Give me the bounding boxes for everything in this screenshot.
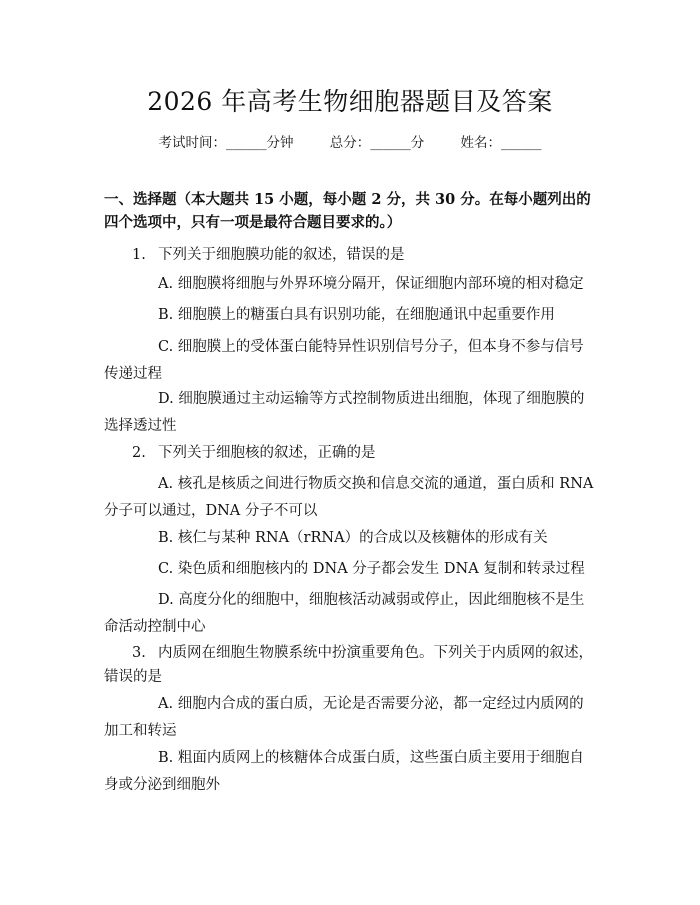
question-2-option-c: C. 染色质和细胞核内的 DNA 分子都会发生 DNA 复制和转录过程 — [158, 561, 585, 577]
question-2-option-d: D. 高度分化的细胞中，细胞核活动减弱或停止，因此细胞核不是生命活动控制中心 — [104, 592, 585, 635]
question-3-option-b: B. 粗面内质网上的核糖体合成蛋白质，这些蛋白质主要用于细胞自身或分泌到细胞外 — [104, 750, 584, 793]
question-number: 1. — [132, 247, 146, 263]
question-stem: 下列关于细胞膜功能的叙述，错误的是 — [158, 247, 405, 263]
exam-info-line — [0, 131, 700, 151]
total-score-field: 总分：______分 — [329, 135, 425, 151]
student-name-field: 姓名：______ — [460, 135, 542, 151]
question-2 — [104, 441, 596, 465]
page-title: 2026 年高考生物细胞器题目及答案 — [147, 87, 553, 116]
question-number: 3. — [132, 645, 146, 661]
question-1-option-b: B. 细胞膜上的糖蛋白具有识别功能，在细胞通讯中起重要作用 — [158, 307, 555, 323]
question-1 — [104, 243, 596, 267]
question-1-option-d: D. 细胞膜通过主动运输等方式控制物质进出细胞，体现了细胞膜的选择透过性 — [104, 391, 585, 434]
question-2-option-b: B. 核仁与某种 RNA（rRNA）的合成以及核糖体的形成有关 — [158, 530, 548, 546]
question-stem: 下列关于细胞核的叙述，正确的是 — [158, 445, 376, 461]
question-2-option-a: A. 核孔是核质之间进行物质交换和信息交流的通道，蛋白质和 RNA 分子可以通过，DNA 分子不可以 — [104, 476, 594, 519]
question-1-option-a: A. 细胞膜将细胞与外界环境分隔开，保证细胞内部环境的相对稳定 — [158, 276, 584, 292]
question-1-option-c: C. 细胞膜上的受体蛋白能特异性识别信号分子，但本身不参与信号传递过程 — [104, 339, 584, 382]
question-stem: 内质网在细胞生物膜系统中扮演重要角色。下列关于内质网的叙述，错误的是 — [104, 645, 593, 685]
question-number: 2. — [132, 445, 146, 461]
question-3-option-a: A. 细胞内合成的蛋白质，无论是否需要分泌，都一定经过内质网的加工和转运 — [104, 696, 584, 739]
exam-time-field: 考试时间：______分钟 — [158, 135, 294, 151]
question-3 — [104, 641, 596, 689]
section-heading: 一、选择题（本大题共 15 小题，每小题 2 分，共 30 分。在每小题列出的四个选项中，只有一项是最符合题目要求的。） — [104, 191, 591, 231]
